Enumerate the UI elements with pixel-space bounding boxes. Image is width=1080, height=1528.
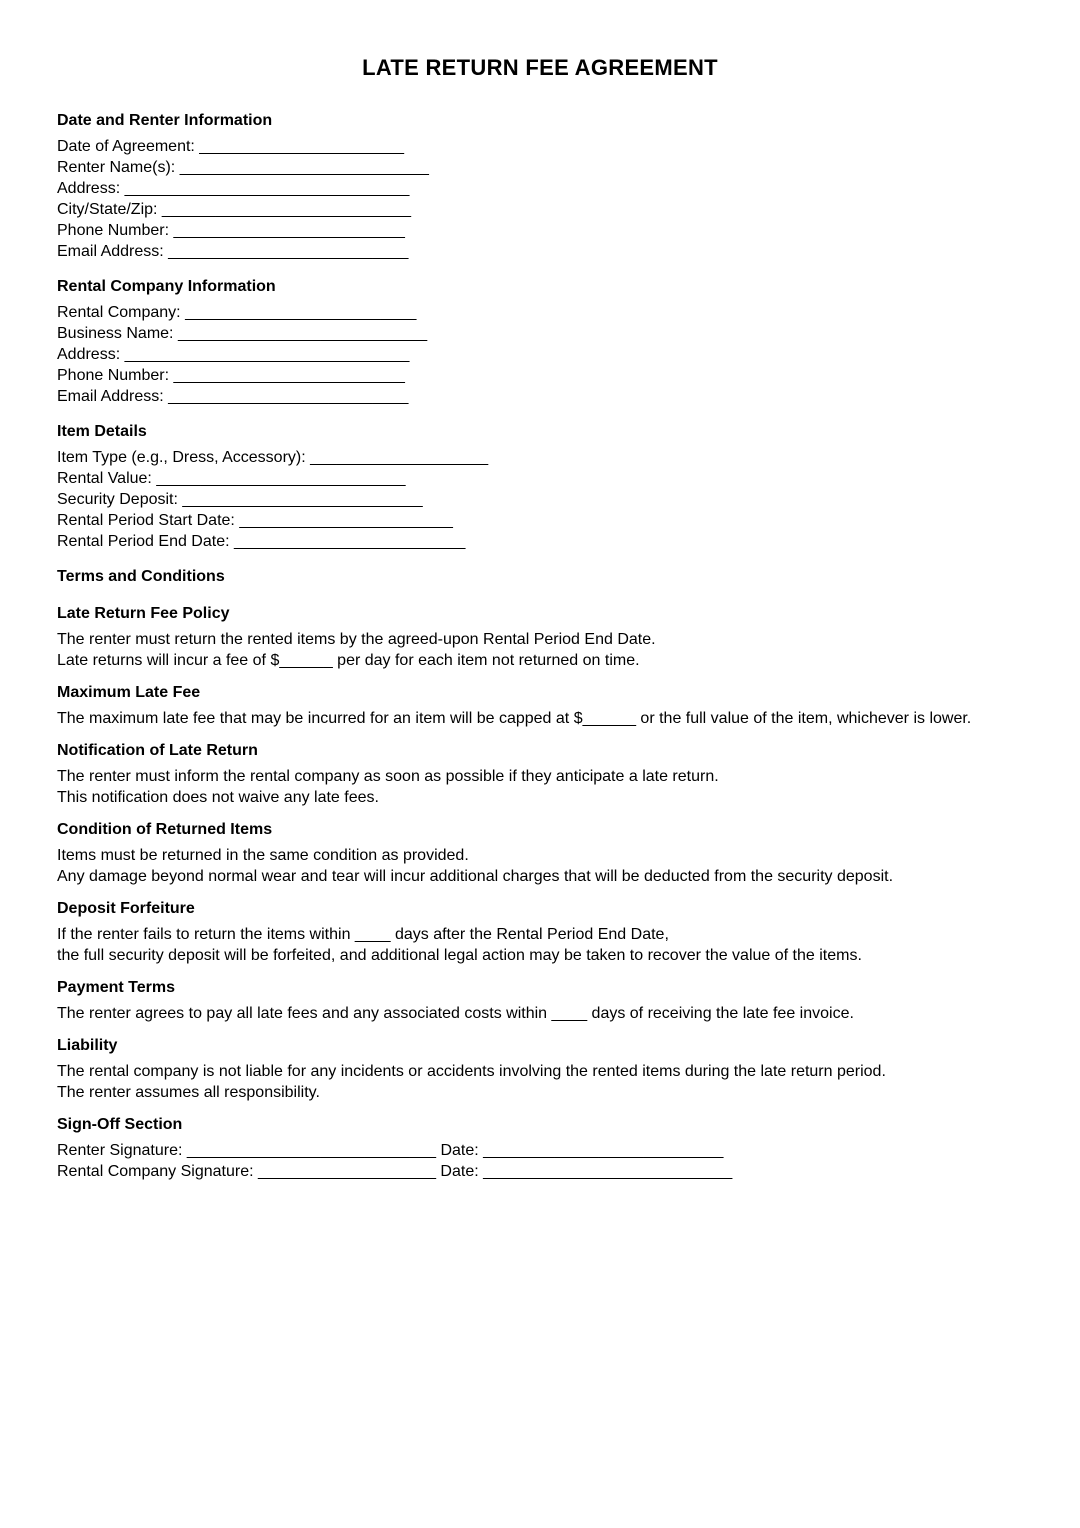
section-date-and-renter-information — [57, 110, 1023, 262]
section-terms-and-conditions — [57, 566, 1023, 587]
section-heading-payment-terms: Payment Terms — [57, 979, 175, 996]
field-line-renter-names: Renter Name(s): ____________________________ — [57, 159, 429, 176]
section-heading-condition-of-returned-items: Condition of Returned Items — [57, 821, 273, 838]
field-line-rental-period-start-date: Rental Period Start Date: ________________________ — [57, 512, 453, 529]
body-line: Items must be returned in the same condition as provided. — [57, 847, 469, 864]
body-line: The renter agrees to pay all late fees and any associated costs within ____ days of receiving the late fee invoice. — [57, 1005, 854, 1022]
body-line: The renter assumes all responsibility. — [57, 1084, 320, 1101]
body-line: The renter must return the rented items by the agreed-upon Rental Period End Date. — [57, 631, 656, 648]
section-liability — [57, 1035, 1023, 1103]
section-heading-deposit-forfeiture: Deposit Forfeiture — [57, 900, 195, 917]
section-deposit-forfeiture — [57, 898, 1023, 966]
section-heading-late-return-fee-policy: Late Return Fee Policy — [57, 605, 230, 622]
section-payment-terms — [57, 977, 1023, 1024]
field-line-rental-period-end-date: Rental Period End Date: __________________________ — [57, 533, 466, 550]
field-line-security-deposit: Security Deposit: ___________________________ — [57, 491, 423, 508]
section-heading-item-details: Item Details — [57, 423, 147, 440]
field-line-company-phone-number: Phone Number: __________________________ — [57, 367, 405, 384]
body-line: The renter must inform the rental company as soon as possible if they anticipate a late return. — [57, 768, 719, 785]
section-condition-of-returned-items — [57, 819, 1023, 887]
field-line-item-type: Item Type (e.g., Dress, Accessory): ____________________ — [57, 449, 489, 466]
field-line-rental-company: Rental Company: __________________________ — [57, 304, 417, 321]
field-line-renter-phone-number: Phone Number: __________________________ — [57, 222, 405, 239]
field-line-business-name: Business Name: ____________________________ — [57, 325, 428, 342]
field-line-renter-address: Address: ________________________________ — [57, 180, 410, 197]
section-heading-liability: Liability — [57, 1037, 118, 1054]
body-line: Late returns will incur a fee of $______ per day for each item not returned on time. — [57, 652, 640, 669]
section-heading-rental-company-information: Rental Company Information — [57, 278, 276, 295]
section-late-return-fee-policy — [57, 603, 1023, 671]
section-sign-off — [57, 1114, 1023, 1182]
field-line-company-address: Address: ________________________________ — [57, 346, 410, 363]
body-line: The rental company is not liable for any incidents or accidents involving the rented items during the late return period. — [57, 1063, 886, 1080]
field-line-renter-email-address: Email Address: ___________________________ — [57, 243, 409, 260]
body-line: the full security deposit will be forfeited, and additional legal action may be taken to recover the value of the items. — [57, 947, 862, 964]
section-heading-maximum-late-fee: Maximum Late Fee — [57, 684, 201, 701]
signature-line-renter: Renter Signature: ____________________________ Date: ___________________________ — [57, 1142, 724, 1159]
section-heading-terms-and-conditions: Terms and Conditions — [57, 568, 225, 585]
field-line-date-of-agreement: Date of Agreement: _______________________ — [57, 138, 404, 155]
section-notification-of-late-return — [57, 740, 1023, 808]
body-line: Any damage beyond normal wear and tear will incur additional charges that will be deducted from the security deposit. — [57, 868, 894, 885]
body-line: The maximum late fee that may be incurred for an item will be capped at $______ or the full value of the item, whichever is lower. — [57, 710, 972, 727]
section-heading-notification-of-late-return: Notification of Late Return — [57, 742, 258, 759]
section-item-details — [57, 421, 1023, 552]
section-heading-date-and-renter-information: Date and Renter Information — [57, 112, 273, 129]
signature-line-rental-company: Rental Company Signature: ____________________ Date: ____________________________ — [57, 1163, 733, 1180]
field-line-rental-value: Rental Value: ____________________________ — [57, 470, 406, 487]
body-line: If the renter fails to return the items within ____ days after the Rental Period End Date, — [57, 926, 669, 943]
field-line-company-email-address: Email Address: ___________________________ — [57, 388, 409, 405]
body-line: This notification does not waive any late fees. — [57, 789, 379, 806]
field-line-city-state-zip: City/State/Zip: ____________________________ — [57, 201, 412, 218]
section-maximum-late-fee — [57, 682, 1023, 729]
section-rental-company-information — [57, 276, 1023, 407]
section-heading-sign-off: Sign-Off Section — [57, 1116, 183, 1133]
document-title: LATE RETURN FEE AGREEMENT — [362, 55, 718, 80]
